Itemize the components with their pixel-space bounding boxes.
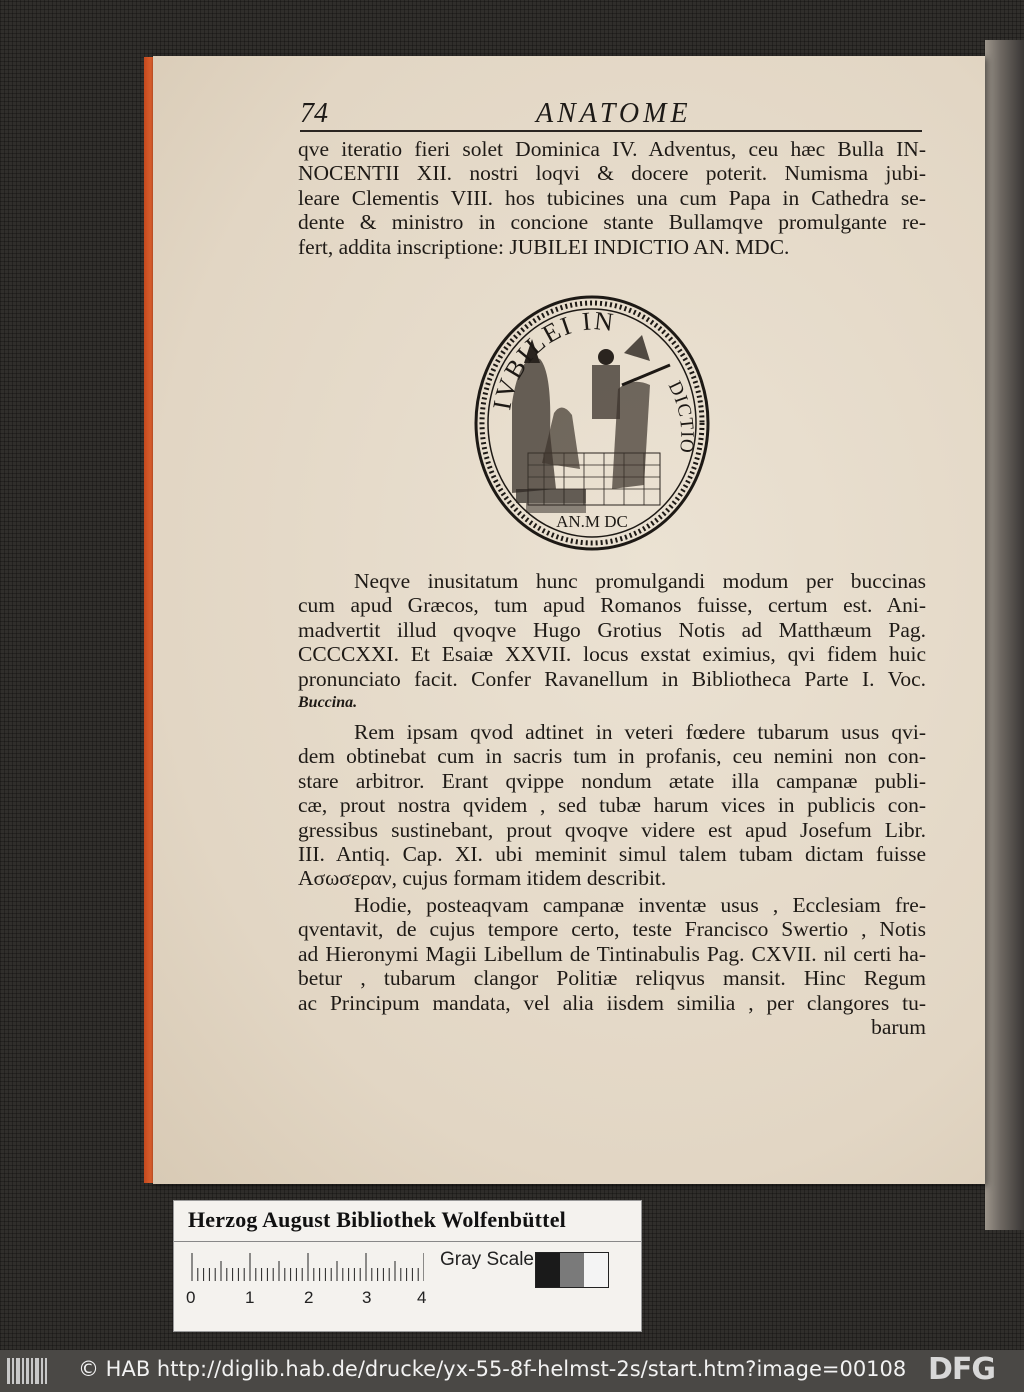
text-line: stare arbitror. Erant qvippe nondum ætate illa campanæ publi- xyxy=(298,768,926,793)
swatch-black xyxy=(536,1253,560,1287)
medal-inscription-bottom: AN.M DC xyxy=(556,512,628,531)
text-line: fert, addita inscriptione: JUBILEI INDICTIO AN. MDC. xyxy=(298,234,790,259)
text-line: III. Antiq. Cap. XI. ubi meminit simul talem tubam dictam fuisse xyxy=(298,842,926,867)
text-line: dente & ministro in concione stante Bullamqve promulgante re- xyxy=(298,210,926,235)
catchword: barum xyxy=(871,1015,926,1040)
text-line: Hodie, posteaqvam campanæ inventæ usus , Ecclesiam fre- xyxy=(354,893,926,917)
text-line: Neqve inusitatum hunc promulgandi modum per buccinas xyxy=(354,569,926,593)
top-paragraph xyxy=(298,137,926,259)
copyright-url[interactable]: © HAB http://diglib.hab.de/drucke/yx-55-8f-helmst-2s/start.htm?image=00108 xyxy=(78,1357,907,1381)
text-line: pronunciato facit. Confer Ravanellum in Bibliotheca Parte I. Voc. xyxy=(298,666,926,691)
medal-inscription-right: DICTIO xyxy=(663,377,698,455)
dfg-logo: DFG xyxy=(928,1352,996,1387)
text-line: betur , tubarum clangor Politiæ reliqvus mansit. Hinc Regum xyxy=(298,966,926,991)
paragraph-3 xyxy=(298,720,926,891)
svg-text:DICTIO xyxy=(664,378,698,455)
text-line: leare Clementis VIII. hos tubicines una cum Papa in Cathedra se- xyxy=(298,185,926,210)
text-line: madvertit illud qvoqve Hugo Grotius Notis ad Matthæum Pag. xyxy=(298,617,926,642)
text-line: qventavit, de cujus tempore certo, teste Francisco Swertio , Notis xyxy=(298,917,926,942)
text-line: cum apud Græcos, tum apud Romanos fuisse, certum est. Ani- xyxy=(298,593,926,618)
text-line: Rem ipsam qvod adtinet in veteri fœdere tubarum usus qvi- xyxy=(354,720,926,744)
barcode-icon xyxy=(6,1354,48,1388)
text-line: CCCCXXI. Et Esaiæ XXVII. locus exstat eximius, qvi fidem huic xyxy=(298,642,926,667)
text-line: qve iteratio fieri solet Dominica IV. Adventus, ceu hæc Bulla IN- xyxy=(298,137,926,161)
gray-scale-label: Gray Scale xyxy=(440,1249,534,1270)
paragraph-4 xyxy=(298,893,926,1039)
text-line: Buccina. xyxy=(298,694,358,712)
swatch-gray xyxy=(560,1253,584,1287)
text-line: ac Principum mandata, vel alia iisdem similia , per clangores tu- xyxy=(298,990,926,1015)
color-reference-card xyxy=(173,1200,642,1332)
measurement-ruler xyxy=(188,1251,424,1281)
running-head: ANATOME xyxy=(536,98,692,129)
jubilee-medal-engraving xyxy=(472,293,712,557)
viewer-footer xyxy=(0,1350,1024,1392)
text-line: gressibus sustinebant, prout qvoqve videre est apud Josefum Libr. xyxy=(298,817,926,842)
ruler-number: 1 xyxy=(245,1288,255,1307)
header-rule xyxy=(300,130,922,132)
text-line: NOCENTII XII. nostri loqvi & docere poterit. Numisma jubi- xyxy=(298,161,926,186)
card-divider xyxy=(174,1241,641,1242)
bleed-through-text xyxy=(820,260,970,520)
page-header xyxy=(300,98,920,132)
library-name: Herzog August Bibliothek Wolfenbüttel xyxy=(188,1207,566,1232)
text-line: Ασωσεραν, cujus formam itidem describit. xyxy=(298,866,667,891)
medal-inscription-top: IVBILEI IN xyxy=(487,305,617,413)
adjacent-pages-edge xyxy=(985,40,1024,1230)
page-number: 74 xyxy=(300,98,328,129)
text-line: dem obtinebat cum in sacris tum in profanis, ceu nemini non con- xyxy=(298,744,926,769)
ruler-number: 0 xyxy=(186,1288,196,1307)
gray-scale-swatches xyxy=(535,1252,609,1288)
ruler-number: 4 xyxy=(417,1288,427,1307)
text-line: ad Hieronymi Magii Libellum de Tintinabulis Pag. CXVII. nil certi ha- xyxy=(298,941,926,966)
ruler-number: 3 xyxy=(362,1288,372,1307)
ruler-number: 2 xyxy=(304,1288,314,1307)
swatch-white xyxy=(584,1253,608,1287)
text-line: cæ, prout nostra qvidem , sed tubæ harum vices in publicis con- xyxy=(298,793,926,818)
paragraph-2 xyxy=(298,569,926,715)
